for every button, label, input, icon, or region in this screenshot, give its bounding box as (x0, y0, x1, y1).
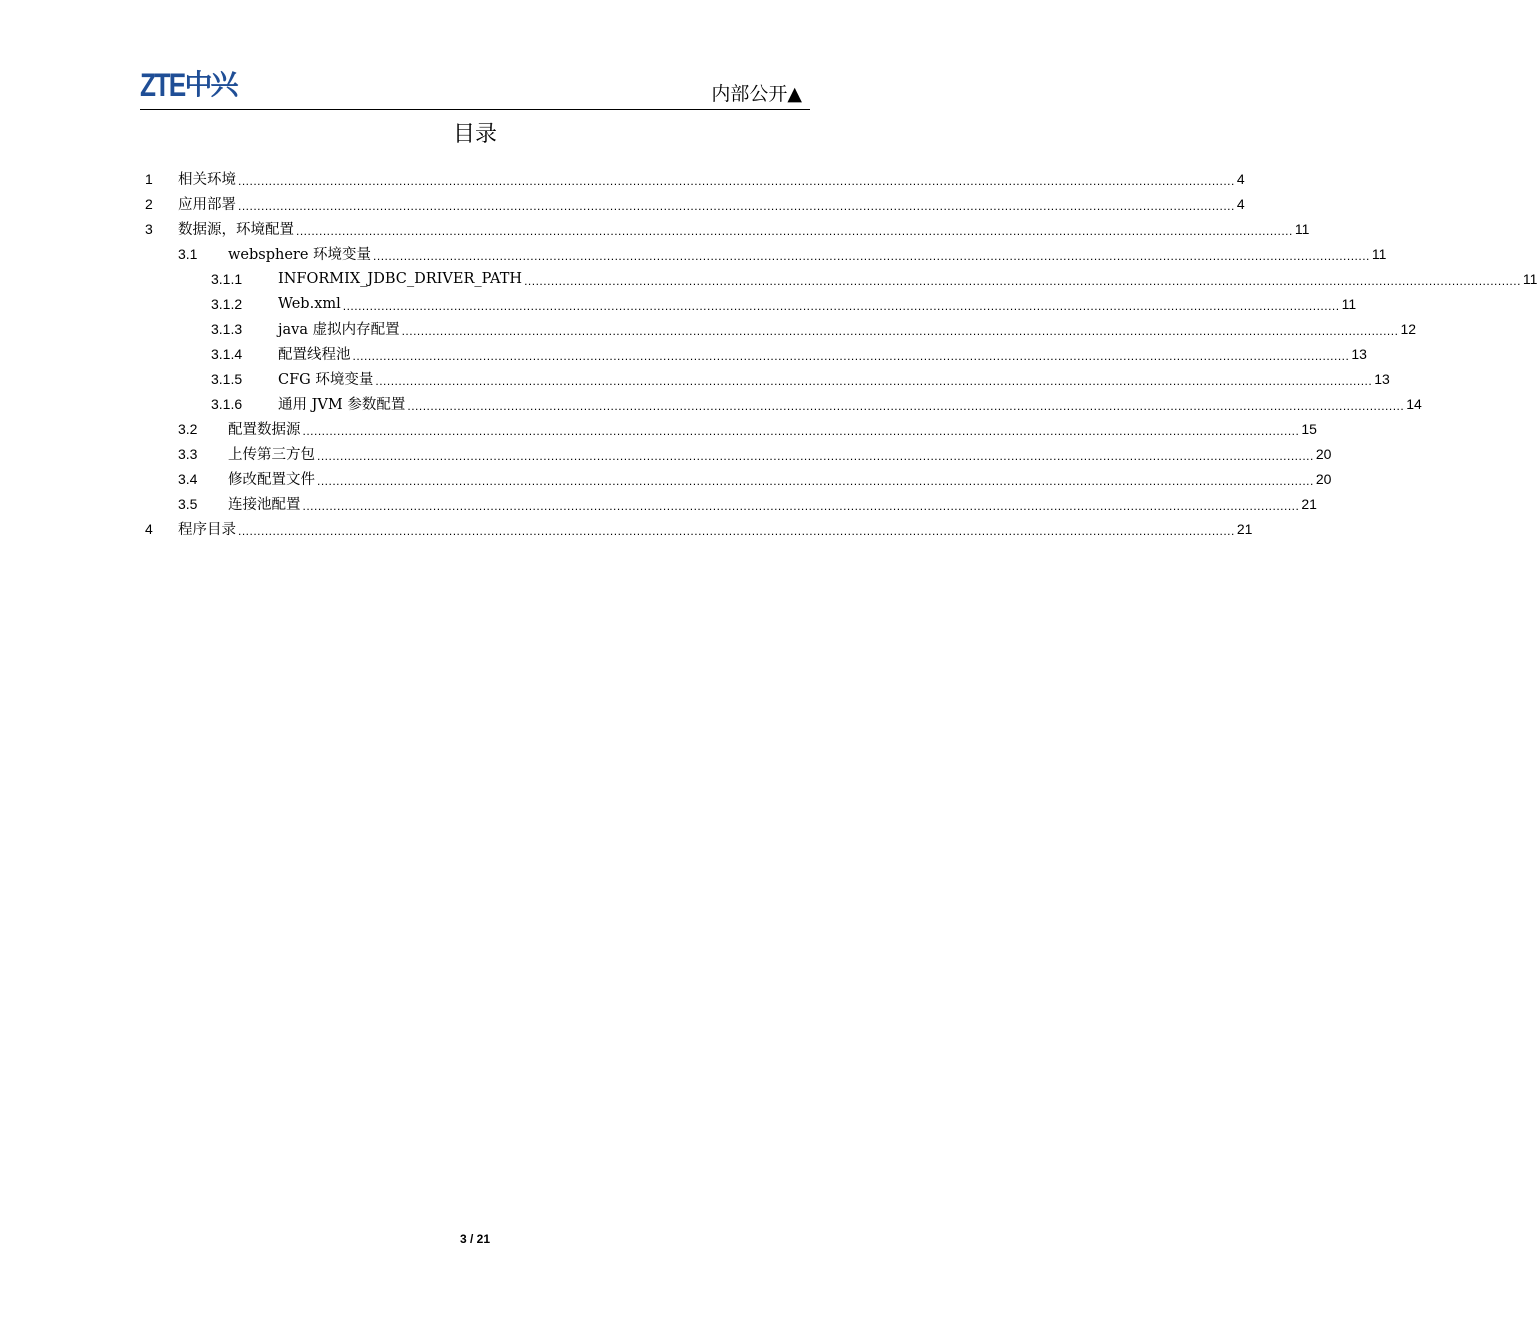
toc-entry-page: 14 (1406, 395, 1422, 412)
table-of-contents (145, 166, 1537, 541)
toc-leader-dots: .................................................................................................................................................................................................................................................................... (302, 498, 1300, 513)
toc-entry[interactable] (145, 191, 1245, 216)
toc-entry-number: 3.4 (178, 470, 198, 487)
toc-leader-dots: .................................................................................................................................................................................................................................................................... (302, 423, 1300, 438)
toc-leader-dots: .................................................................................................................................................................................................................................................................... (524, 273, 1521, 288)
toc-leader-dots: .................................................................................................................................................................................................................................................................... (401, 323, 1399, 338)
toc-entry-title: 配置数据源 (228, 422, 301, 438)
toc-entry-title: Web.xml (278, 295, 341, 312)
toc-entry-number: 2 (145, 195, 153, 212)
toc-entry[interactable] (145, 491, 1317, 516)
toc-entry[interactable] (145, 316, 1417, 341)
toc-entry-page: 21 (1236, 520, 1253, 537)
toc-entry-title: 修改配置文件 (228, 472, 315, 488)
toc-entry-title: 通用 JVM 参数配置 (278, 397, 406, 413)
toc-entry-page: 13 (1374, 370, 1390, 387)
toc-entry-number: 3 (145, 220, 153, 237)
toc-entry-page: 15 (1301, 420, 1317, 437)
toc-entry[interactable] (145, 366, 1390, 391)
toc-leader-dots: .................................................................................................................................................................................................................................................................... (238, 523, 1235, 538)
toc-leader-dots: .................................................................................................................................................................................................................................................................... (407, 398, 1405, 413)
toc-entry[interactable] (145, 391, 1422, 416)
toc-entry-number: 3.1.3 (211, 320, 243, 337)
toc-entry-page: 11 (1522, 270, 1537, 287)
toc-entry-number: 3.1 (178, 245, 198, 262)
toc-entry-page: 20 (1315, 470, 1332, 487)
toc-entry-number: 3.1.5 (211, 370, 243, 387)
toc-entry[interactable] (145, 341, 1367, 366)
toc-entry-number: 3.1.1 (211, 270, 243, 287)
toc-entry[interactable] (145, 266, 1537, 291)
toc-leader-dots: .................................................................................................................................................................................................................................................................... (296, 223, 1293, 238)
toc-leader-dots: .................................................................................................................................................................................................................................................................... (238, 173, 1235, 188)
toc-title: 目录 (452, 122, 497, 147)
toc-entry[interactable] (145, 166, 1245, 191)
toc-entry-title: 连接池配置 (228, 497, 301, 513)
logo-latin-text: ZTE (140, 67, 185, 103)
toc-entry-page: 11 (1294, 220, 1310, 237)
toc-entry-page: 20 (1315, 445, 1332, 462)
logo-cjk-text: 中兴 (184, 68, 237, 101)
toc-entry-title: CFG 环境变量 (278, 372, 374, 388)
toc-entry-page: 21 (1301, 495, 1317, 512)
toc-entry-title: 程序目录 (178, 522, 236, 538)
toc-entry-number: 3.5 (178, 495, 198, 512)
toc-entry-title: websphere 环境变量 (228, 247, 372, 263)
toc-entry[interactable] (145, 516, 1253, 541)
toc-leader-dots: .................................................................................................................................................................................................................................................................... (317, 473, 1314, 488)
classification-label: 内部公开▲ (711, 83, 802, 105)
toc-entry[interactable] (145, 241, 1387, 266)
toc-entry-number: 1 (145, 170, 153, 187)
toc-entry-page: 11 (1341, 295, 1357, 312)
toc-entry-title: 上传第三方包 (228, 447, 315, 463)
toc-entry-page: 4 (1236, 195, 1245, 212)
toc-entry-number: 3.3 (178, 445, 198, 462)
toc-entry-number: 3.1.6 (211, 395, 243, 412)
toc-entry-title: INFORMIX_JDBC_DRIVER_PATH (278, 270, 523, 287)
toc-leader-dots: .................................................................................................................................................................................................................................................................... (375, 373, 1373, 388)
toc-entry[interactable] (145, 291, 1357, 316)
toc-entry-page: 4 (1236, 170, 1245, 187)
toc-entry-title: 数据源，环境配置 (178, 222, 294, 238)
toc-entry-title: 相关环境 (178, 172, 236, 188)
header-divider (140, 109, 810, 110)
toc-entry-number: 3.1.4 (211, 345, 243, 362)
toc-entry-page: 12 (1400, 320, 1417, 337)
toc-entry-title: java 虚拟内存配置 (278, 322, 400, 338)
page-number: 3 / 21 (459, 1232, 491, 1246)
toc-leader-dots: .................................................................................................................................................................................................................................................................... (342, 298, 1340, 313)
toc-leader-dots: .................................................................................................................................................................................................................................................................... (317, 448, 1314, 463)
toc-entry-number: 3.1.2 (211, 295, 243, 312)
toc-entry[interactable] (145, 216, 1310, 241)
toc-entry[interactable] (145, 466, 1332, 491)
toc-entry-page: 11 (1371, 245, 1387, 262)
toc-entry-number: 3.2 (178, 420, 198, 437)
toc-leader-dots: .................................................................................................................................................................................................................................................................... (352, 348, 1350, 363)
zte-logo (140, 66, 236, 104)
toc-leader-dots: .................................................................................................................................................................................................................................................................... (238, 198, 1235, 213)
toc-entry-number: 4 (145, 520, 153, 537)
toc-leader-dots: .................................................................................................................................................................................................................................................................... (373, 248, 1370, 263)
toc-entry[interactable] (145, 441, 1332, 466)
toc-entry[interactable] (145, 416, 1317, 441)
toc-entry-title: 配置线程池 (278, 347, 351, 363)
toc-entry-page: 13 (1351, 345, 1367, 362)
toc-entry-title: 应用部署 (178, 197, 236, 213)
